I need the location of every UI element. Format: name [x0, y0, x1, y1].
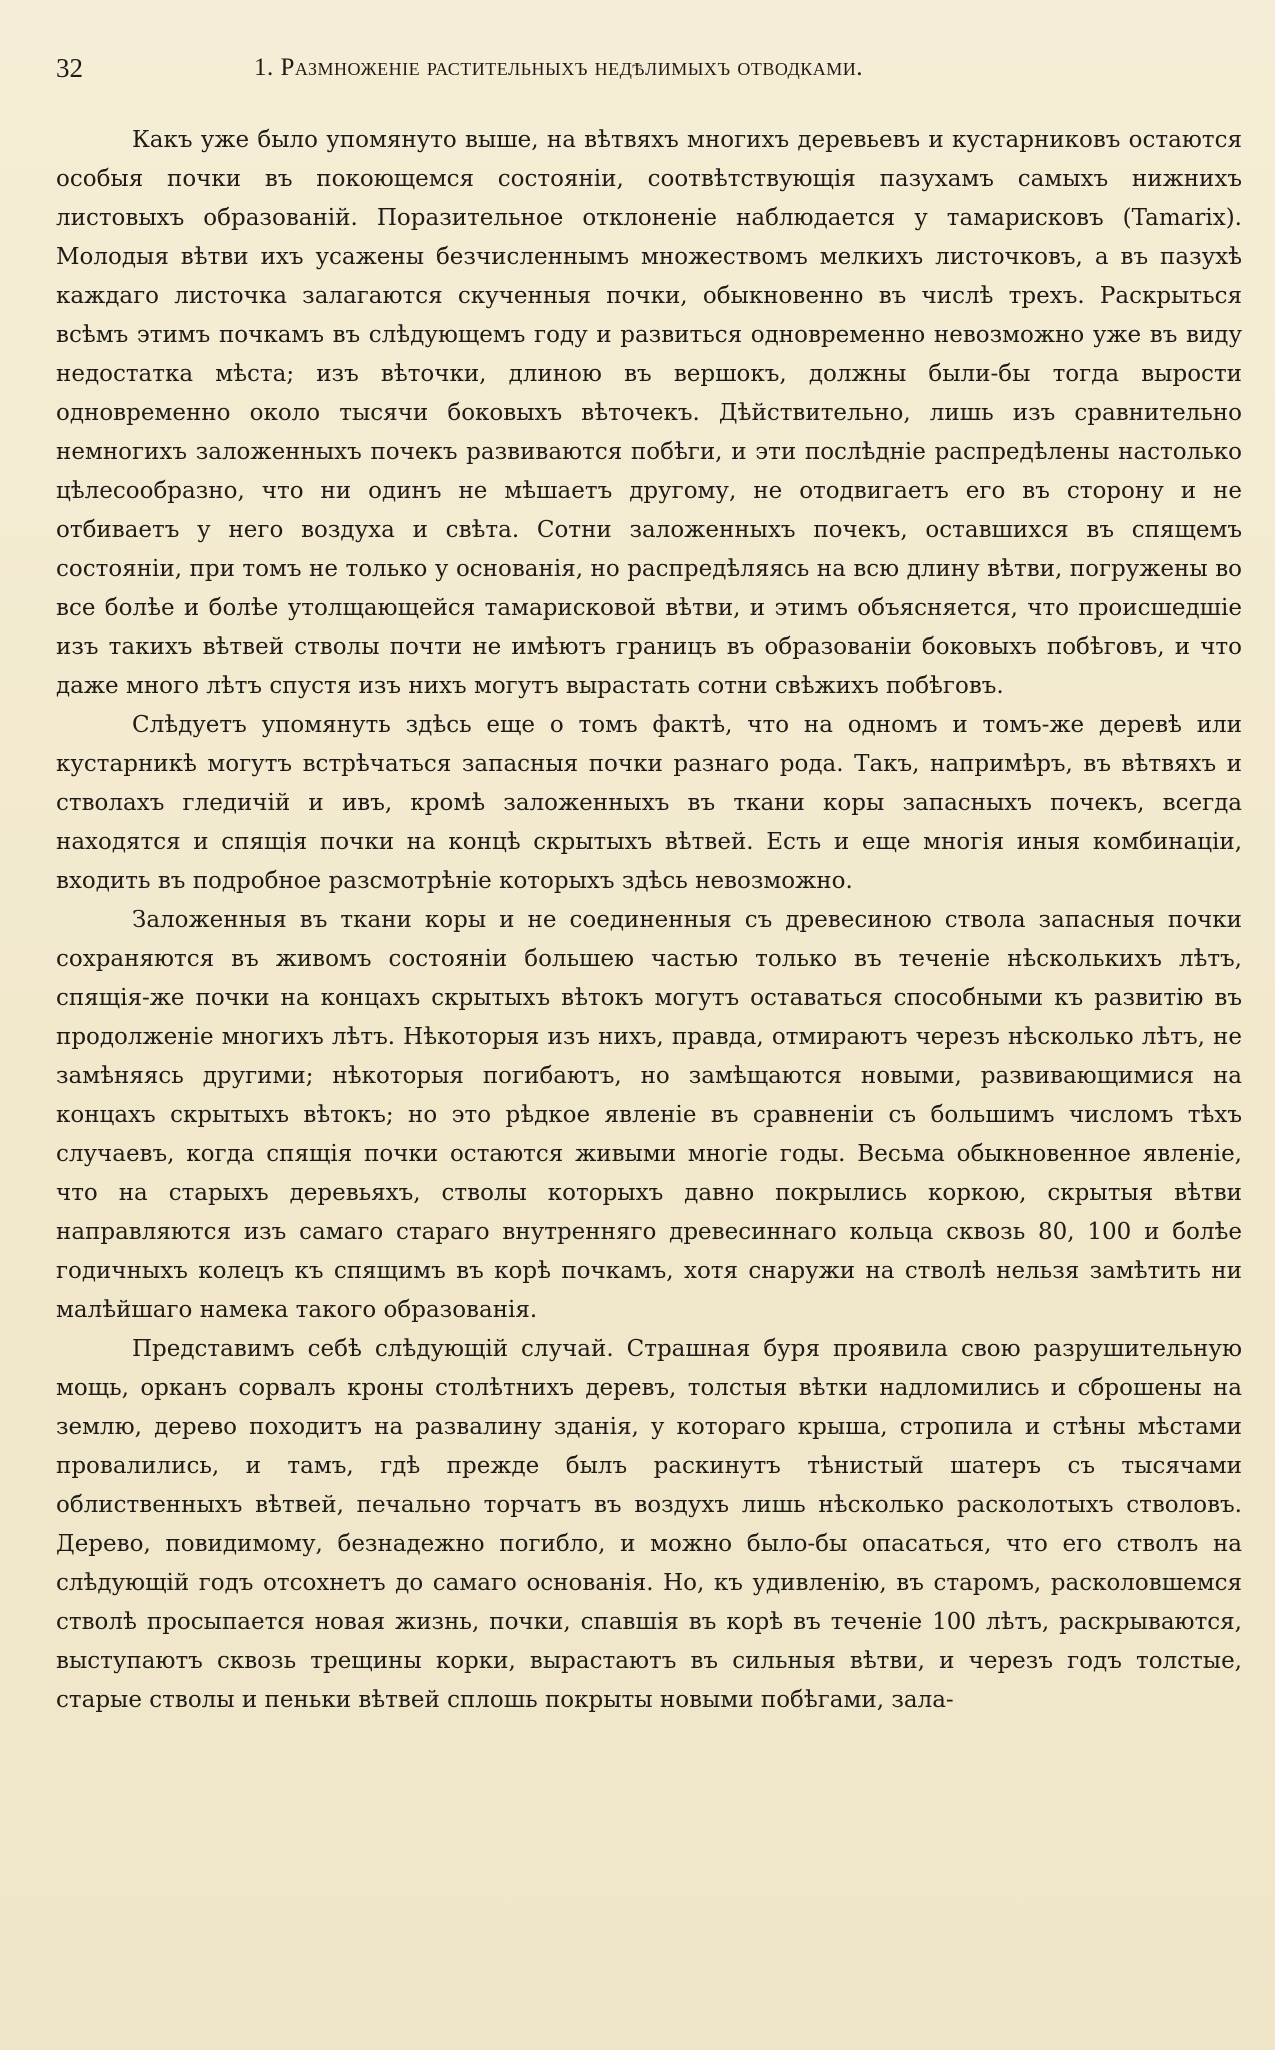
- paragraph-2: Слѣдуетъ упомянуть здѣсь еще о томъ фактѣ, что на одномъ и томъ-же деревѣ или кустарникѣ могутъ встрѣчаться запасныя почки разнаго рода. Такъ, напримѣръ, въ вѣтвяхъ и стволахъ гледичій и ивъ, кромѣ заложенныхъ въ ткани коры запасныхъ почекъ, всегда находятся и спящія почки на концѣ скрытыхъ вѣтвей. Есть и еще многія иныя комбинаціи, входить въ подробное разсмотрѣніе которыхъ здѣсь невозможно.: [56, 712, 1242, 894]
- page-number: 32: [56, 53, 83, 83]
- running-head: 1. Размноженіе растительныхъ недѣлимыхъ отводками.: [254, 54, 864, 81]
- body-text: [56, 121, 1242, 1720]
- paragraph-3: Заложенныя въ ткани коры и не соединенныя съ древесиною ствола запасныя почки сохраняются въ живомъ состояніи большею частью только въ теченіе нѣсколькихъ лѣтъ, спящія-же почки на концахъ скрытыхъ вѣтокъ могутъ оставаться способными къ развитію въ продолженіе многихъ лѣтъ. Нѣкоторыя изъ нихъ, правда, отмираютъ черезъ нѣсколько лѣтъ, не замѣняясь другими; нѣкоторыя погибаютъ, но замѣщаются новыми, развивающимися на концахъ скрытыхъ вѣтокъ; но это рѣдкое явленіе въ сравненіи съ большимъ числомъ тѣхъ случаевъ, когда спящія почки остаются живыми многіе годы. Весьма обыкновенное явленіе, что на старыхъ деревьяхъ, стволы которыхъ давно покрылись коркою, скрытыя вѣтви направляются изъ самаго стараго внутренняго древесиннаго кольца сквозь 80, 100 и болѣе годичныхъ колецъ къ спящимъ въ корѣ почкамъ, хотя снаружи на стволѣ нельзя замѣтить ни малѣйшаго намека такого образованія.: [56, 907, 1242, 1323]
- paragraph-1: Какъ уже было упомянуто выше, на вѣтвяхъ многихъ деревьевъ и кустарниковъ остаются особыя почки въ покоющемся состояніи, соотвѣтствующія пазухамъ самыхъ нижнихъ листовыхъ образованій. Поразительное отклоненіе наблюдается у тамарисковъ (Tamarix). Молодыя вѣтви ихъ усажены безчисленнымъ множествомъ мелкихъ листочковъ, а въ пазухѣ каждаго листочка залагаются скученныя почки, обыкновенно въ числѣ трехъ. Раскрыться всѣмъ этимъ почкамъ въ слѣдующемъ году и развиться одновременно невозможно уже въ виду недостатка мѣста; изъ вѣточки, длиною въ вершокъ, должны были-бы тогда вырости одновременно около тысячи боковыхъ вѣточекъ. Дѣйствительно, лишь изъ сравнительно немногихъ заложенныхъ почекъ развиваются побѣги, и эти послѣдніе распредѣлены настолько цѣлесообразно, что ни одинъ не мѣшаетъ другому, не отодвигаетъ его въ сторону и не отбиваетъ у него воздуха и свѣта. Сотни заложенныхъ почекъ, оставшихся въ спящемъ состояніи, при томъ не только у основанія, но распредѣляясь на всю длину вѣтви, погружены во все болѣе и болѣе утолщающейся тамарисковой вѣтви, и этимъ объясняется, что происшедшіе изъ такихъ вѣтвей стволы почти не имѣютъ границъ въ образованіи боковыхъ побѣговъ, и что даже много лѣтъ спустя изъ нихъ могутъ вырастать сотни свѣжихъ побѣговъ.: [56, 127, 1242, 699]
- paragraph-4: Представимъ себѣ слѣдующій случай. Страшная буря проявила свою разрушительную мощь, орканъ сорвалъ кроны столѣтнихъ деревъ, толстыя вѣтки надломились и сброшены на землю, дерево походитъ на развалину зданія, у котораго крыша, стропила и стѣны мѣстами провалились, и тамъ, гдѣ прежде былъ раскинутъ тѣнистый шатеръ съ тысячами облиственныхъ вѣтвей, печально торчатъ въ воздухъ лишь нѣсколько расколотыхъ стволовъ. Дерево, повидимому, безнадежно погибло, и можно было-бы опасаться, что его стволъ на слѣдующій годъ отсохнетъ до самаго основанія. Но, къ удивленію, въ старомъ, расколовшемся стволѣ просыпается новая жизнь, почки, спавшія въ корѣ въ теченіе 100 лѣтъ, раскрываются, выступаютъ сквозь трещины корки, вырастаютъ въ сильныя вѣтви, и черезъ годъ толстые, старые стволы и пеньки вѣтвей сплошь покрыты новыми побѣгами, зала-: [56, 1336, 1242, 1713]
- page-header: [56, 48, 1236, 88]
